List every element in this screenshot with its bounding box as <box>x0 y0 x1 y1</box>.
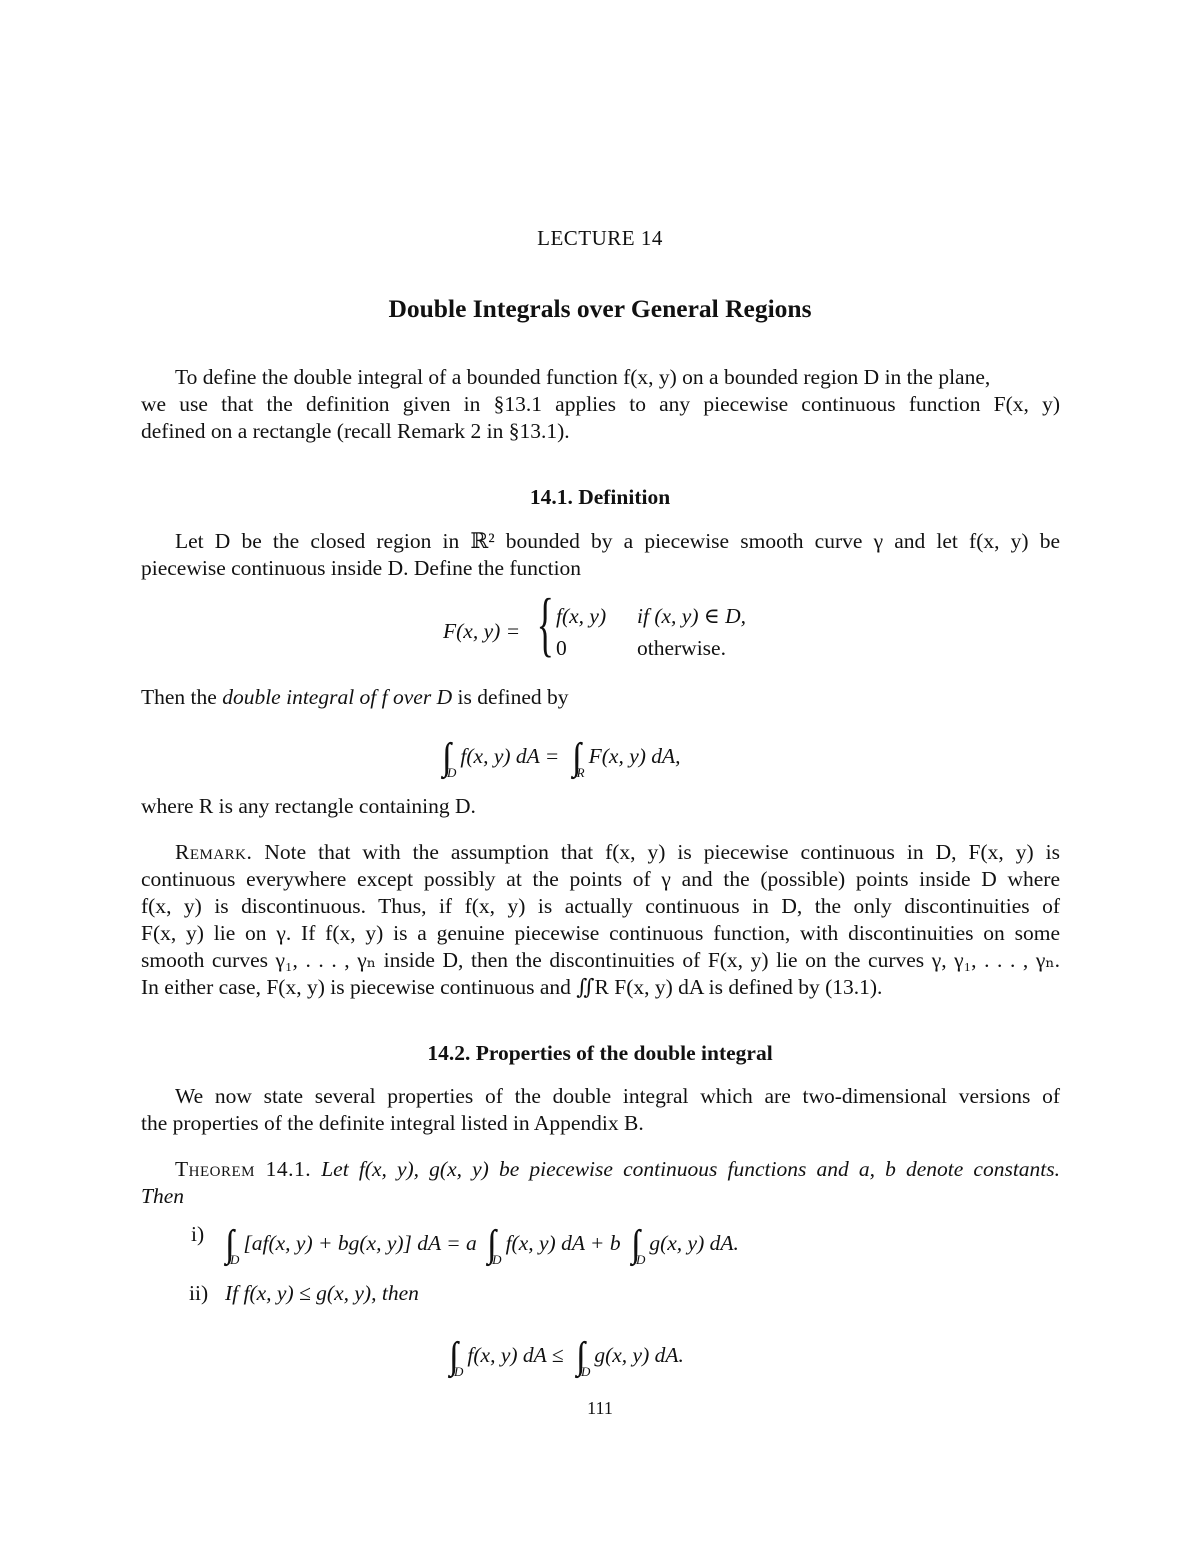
piecewise-case1-value: f(x, y) <box>556 604 607 628</box>
remark-line-2: continuous everywhere except possibly at the points of γ and the (possible) points inside D where <box>141 867 1060 891</box>
section-heading-definition: 14.1. Definition <box>529 485 671 509</box>
remark-line-1: Remark. Note that with the assumption that f(x, y) is piecewise continuous in D, F(x, y) is <box>175 840 1060 864</box>
definition-line-2: piecewise continuous inside D. Define the function <box>141 556 582 580</box>
intro-line-1: To define the double integral of a bounded function f(x, y) on a bounded region D in the plane, <box>175 365 991 389</box>
lecture-label: LECTURE 14 <box>537 226 663 250</box>
theorem-line-1: Theorem 14.1. Let f(x, y), g(x, y) be piecewise continuous functions and a, b denote constants. <box>175 1157 1061 1181</box>
remark-line-5: smooth curves γ₁, . . . , γₙ inside D, then the discontinuities of F(x, y) lie on the curves γ, γ₁, . . . , γₙ. <box>141 948 1060 972</box>
definition-line-1: Let D be the closed region in ℝ² bounded by a piecewise smooth curve γ and let f(x, y) be <box>175 529 1060 553</box>
remark-line-3: f(x, y) is discontinuous. Thus, if f(x, y) is actually continuous in D, the only discontinuities of <box>141 894 1060 918</box>
item-ii-label: ii) <box>189 1281 209 1305</box>
piecewise-case1-condition: if (x, y) ∈ D, <box>637 604 747 628</box>
item-ii-condition: If f(x, y) ≤ g(x, y), then <box>225 1281 419 1305</box>
intro-line-3: defined on a rectangle (recall Remark 2 in §13.1). <box>141 419 570 443</box>
section-heading-properties: 14.2. Properties of the double integral <box>427 1041 773 1065</box>
comparison-equation: $_D$f(x, y) dA ≤ $_D$g(x, y) dA. <box>454 1343 684 1379</box>
piecewise-lhs: F(x, y) = <box>443 619 521 643</box>
where-line: where R is any rectangle containing D. <box>141 794 476 818</box>
linearity-equation: $_D$[af(x, y) + bg(x, y)] dA = a $_D$f(x, y) dA + b $_D$g(x, y) dA. <box>230 1231 739 1267</box>
remark-line-4: F(x, y) lie on γ. If f(x, y) is a genuine piecewise continuous function, with discontinuities on some <box>141 921 1060 945</box>
theorem-line-2: Then <box>141 1184 184 1208</box>
remark-line-6: In either case, F(x, y) is piecewise continuous and ∬R F(x, y) dA is defined by (13.1). <box>141 975 883 999</box>
then-line: Then the double integral of f over D is defined by <box>141 685 569 709</box>
piecewise-case2-condition: otherwise. <box>637 636 726 660</box>
page-title: Double Integrals over General Regions <box>388 294 812 323</box>
left-brace-symbol: { <box>536 584 554 664</box>
page-number: 111 <box>587 1398 613 1418</box>
piecewise-case2-value: 0 <box>556 636 567 660</box>
definition-equation: $_D$f(x, y) dA = $_R$F(x, y) dA, <box>447 744 681 780</box>
properties-line-1: We now state several properties of the double integral which are two-dimensional versions of <box>175 1084 1060 1108</box>
item-i-label: i) <box>191 1222 205 1246</box>
intro-line-2: we use that the definition given in §13.1 applies to any piecewise continuous function F(x, y) <box>141 392 1060 416</box>
properties-line-2: the properties of the definite integral listed in Appendix B. <box>141 1111 644 1135</box>
